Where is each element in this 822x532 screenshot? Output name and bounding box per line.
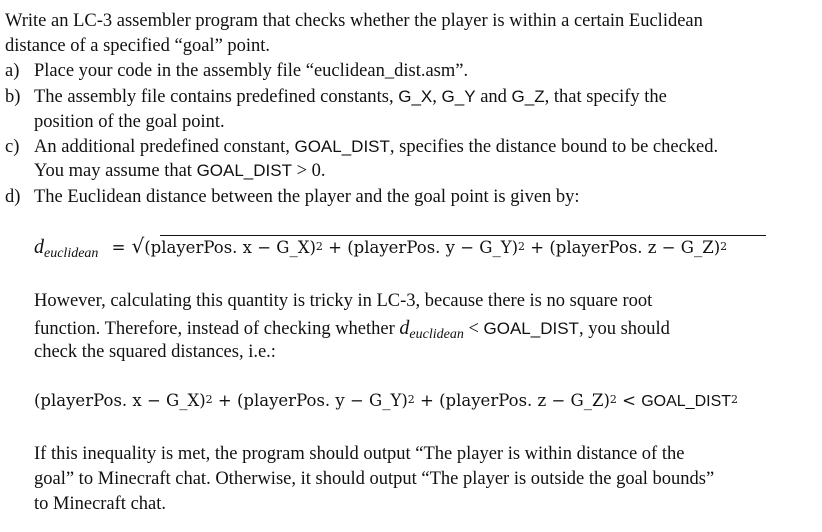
- text-segment: You may assume that: [34, 161, 197, 181]
- exponent: 2: [205, 393, 213, 406]
- text-segment: , that specify the: [544, 87, 667, 107]
- list-marker: d): [5, 187, 21, 207]
- plus-sign: +: [322, 238, 348, 257]
- distance-variable: d: [34, 236, 44, 258]
- paragraph-2-line-3: to Minecraft chat.: [34, 494, 167, 514]
- list-marker: a): [5, 61, 20, 81]
- euclidean-distance-formula: [34, 234, 728, 261]
- constant-gz: G_Z: [511, 87, 545, 106]
- text-segment: ,: [432, 87, 442, 107]
- exponent: 2: [720, 240, 728, 253]
- paragraph-2-line-1: If this inequality is met, the program should output “The player is within distance of the: [34, 444, 685, 464]
- list-item-text: Place your code in the assembly file “euclidean_dist.asm”.: [34, 61, 469, 81]
- list-item-text: [34, 88, 667, 107]
- squared-distance-inequality: [34, 393, 738, 410]
- less-than-sign: <: [463, 319, 484, 339]
- constant-gx: G_X: [398, 87, 433, 106]
- plus-sign: +: [525, 238, 550, 257]
- text-segment: and: [475, 87, 512, 107]
- list-item-text-continued: position of the goal point.: [34, 112, 225, 132]
- constant-goal-dist: GOAL_DIST: [483, 319, 579, 338]
- distance-subscript: euclidean: [409, 327, 464, 342]
- paragraph-1-line-2: [34, 317, 670, 342]
- term-y: (playerPos. y − G_Y): [347, 238, 519, 257]
- constant-goal-dist: GOAL_DIST: [641, 393, 732, 410]
- exponent: 2: [609, 393, 617, 406]
- text-segment: function. Therefore, instead of checking whether: [34, 319, 400, 339]
- constant-gy: G_Y: [441, 87, 476, 106]
- term-x: (playerPos. x − G_X): [144, 238, 316, 257]
- text-segment: > 0.: [291, 161, 326, 181]
- distance-subscript: euclidean: [44, 246, 99, 261]
- list-item-text: [34, 138, 718, 157]
- list-marker: c): [5, 137, 20, 157]
- sqrt-overline: [160, 235, 766, 236]
- intro-line-2: distance of a specified “goal” point.: [5, 36, 271, 56]
- constant-goal-dist: GOAL_DIST: [294, 137, 390, 156]
- distance-variable: d: [399, 317, 410, 339]
- paragraph-2-line-2: goal” to Minecraft chat. Otherwise, it should output “The player is outside the goal bounds”: [34, 469, 715, 489]
- text-segment: , specifies the distance bound to be checked.: [389, 137, 719, 157]
- paragraph-1-line-1: However, calculating this quantity is tricky in LC-3, because there is no square root: [34, 291, 653, 311]
- sqrt-icon: √: [131, 234, 145, 258]
- exponent: 2: [407, 393, 415, 406]
- term-x: (playerPos. x − G_X): [34, 391, 206, 410]
- term-y: (playerPos. y − G_Y): [236, 391, 408, 410]
- constant-goal-dist: GOAL_DIST: [196, 161, 292, 180]
- list-item-text: The Euclidean distance between the player and the goal point is given by:: [34, 187, 580, 207]
- exponent: 2: [518, 240, 526, 253]
- intro-line-1: Write an LC-3 assembler program that checks whether the player is within a certain Euclidean: [5, 11, 703, 31]
- exponent: 2: [315, 240, 323, 253]
- text-segment: , you should: [578, 319, 670, 339]
- exponent: 2: [731, 393, 739, 406]
- text-segment: The assembly file contains predefined constants,: [34, 87, 399, 107]
- plus-sign: +: [212, 391, 237, 410]
- term-z: (playerPos. z − G_Z): [439, 391, 610, 410]
- equals-sign: =: [111, 238, 126, 257]
- list-item-text-continued: [34, 162, 326, 181]
- paragraph-1-line-3: check the squared distances, i.e.:: [34, 342, 276, 362]
- text-segment: An additional predefined constant,: [34, 137, 295, 157]
- list-marker: b): [5, 87, 21, 107]
- less-than-sign: <: [616, 391, 642, 410]
- term-z: (playerPos. z − G_Z): [549, 238, 721, 257]
- plus-sign: +: [414, 391, 440, 410]
